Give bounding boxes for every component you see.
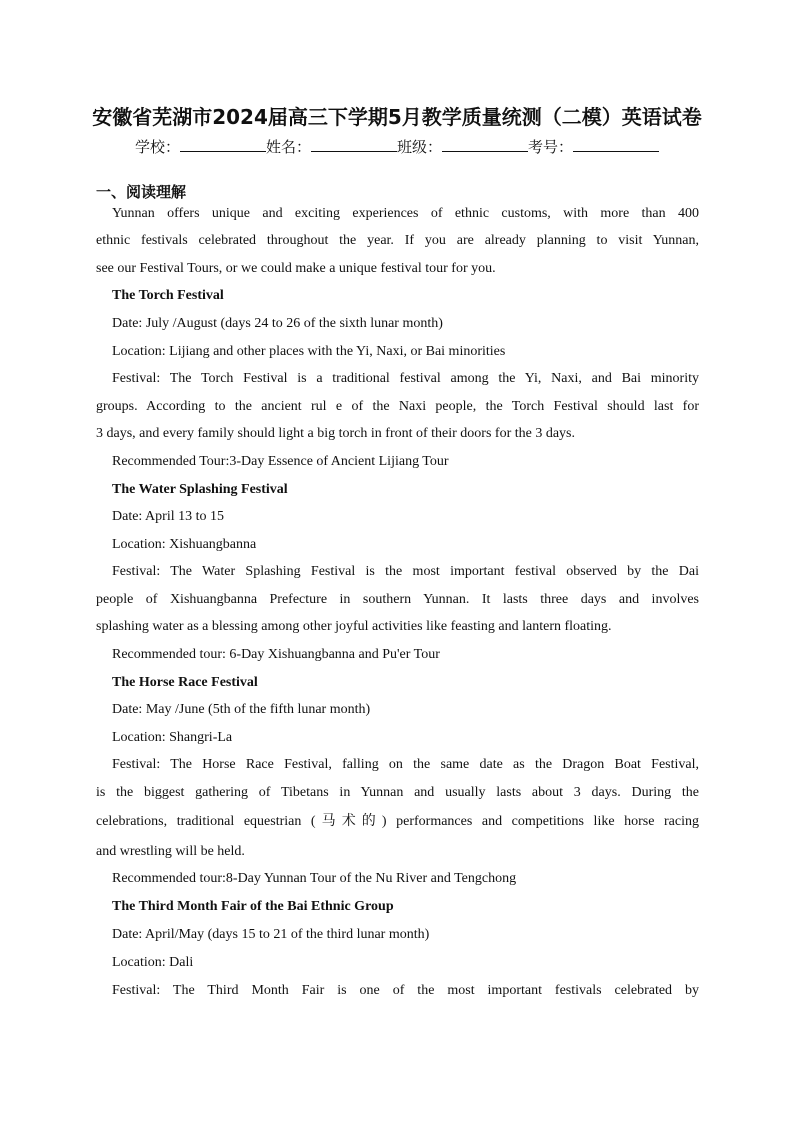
passage-line: Yunnan offers unique and exciting experiences of ethnic customs, with more than 400	[112, 206, 699, 221]
exam-number-label: 考号：	[528, 138, 574, 156]
festival-description: celebrations, traditional equestrian (马术的) performances and competitions like horse racing	[96, 814, 699, 829]
festival-heading: The Water Splashing Festival	[112, 482, 288, 497]
class-label: 班级：	[397, 138, 443, 156]
festival-description: people of Xishuangbanna Prefecture in southern Yunnan. It lasts three days and involves	[96, 592, 699, 607]
festival-description: and wrestling will be held.	[96, 844, 245, 859]
festival-location: Location: Xishuangbanna	[112, 537, 257, 552]
festival-description: Festival: The Third Month Fair is one of the most important festivals celebrated by	[112, 983, 699, 998]
recommended-tour: Recommended tour:8-Day Yunnan Tour of the Nu River and Tengchong	[112, 871, 517, 886]
school-label: 学校：	[134, 138, 180, 156]
festival-description: is the biggest gathering of Tibetans in Yunnan and usually lasts about 3 days. During the	[96, 785, 699, 800]
festival-heading: The Third Month Fair of the Bai Ethnic Group	[112, 899, 394, 914]
festival-heading: The Horse Race Festival	[112, 675, 258, 690]
student-info-line	[0, 136, 794, 157]
festival-date: Date: July /August (days 24 to 26 of the sixth lunar month)	[112, 316, 443, 331]
festival-description: Festival: The Torch Festival is a traditional festival among the Yi, Naxi, and Bai minority	[112, 371, 699, 386]
festival-description: Festival: The Horse Race Festival, falling on the same date as the Dragon Boat Festival,	[112, 757, 699, 772]
passage-line: ethnic festivals celebrated throughout the year. If you are already planning to visit Yunnan,	[96, 233, 699, 248]
name-blank	[311, 137, 397, 152]
festival-date: Date: April/May (days 15 to 21 of the third lunar month)	[112, 927, 430, 942]
festival-description: splashing water as a blessing among other joyful activities like feasting and lantern floating.	[96, 619, 612, 634]
festival-description: groups. According to the ancient rul e of the Naxi people, the Torch Festival should last for	[96, 399, 699, 414]
festival-location: Location: Shangri-La	[112, 730, 233, 745]
passage-line: see our Festival Tours, or we could make a unique festival tour for you.	[96, 261, 496, 276]
class-blank	[442, 137, 528, 152]
page-title: 安徽省芜湖市2024届高三下学期5月教学质量统测（二模）英语试卷	[92, 105, 702, 129]
festival-date: Date: April 13 to 15	[112, 509, 224, 524]
festival-location: Location: Dali	[112, 955, 194, 970]
section-heading: 一、阅读理解	[96, 183, 187, 201]
recommended-tour: Recommended Tour:3-Day Essence of Ancient Lijiang Tour	[112, 454, 449, 469]
school-blank	[180, 137, 266, 152]
name-label: 姓名：	[265, 138, 311, 156]
festival-description: Festival: The Water Splashing Festival is the most important festival observed by the Dai	[112, 564, 699, 579]
festival-date: Date: May /June (5th of the fifth lunar month)	[112, 702, 371, 717]
festival-location: Location: Lijiang and other places with the Yi, Naxi, or Bai minorities	[112, 344, 506, 359]
festival-heading: The Torch Festival	[112, 288, 224, 303]
festival-description: 3 days, and every family should light a big torch in front of their doors for the 3 days.	[96, 426, 576, 441]
recommended-tour: Recommended tour: 6-Day Xishuangbanna and Pu'er Tour	[112, 647, 440, 662]
exam-number-blank	[573, 137, 659, 152]
